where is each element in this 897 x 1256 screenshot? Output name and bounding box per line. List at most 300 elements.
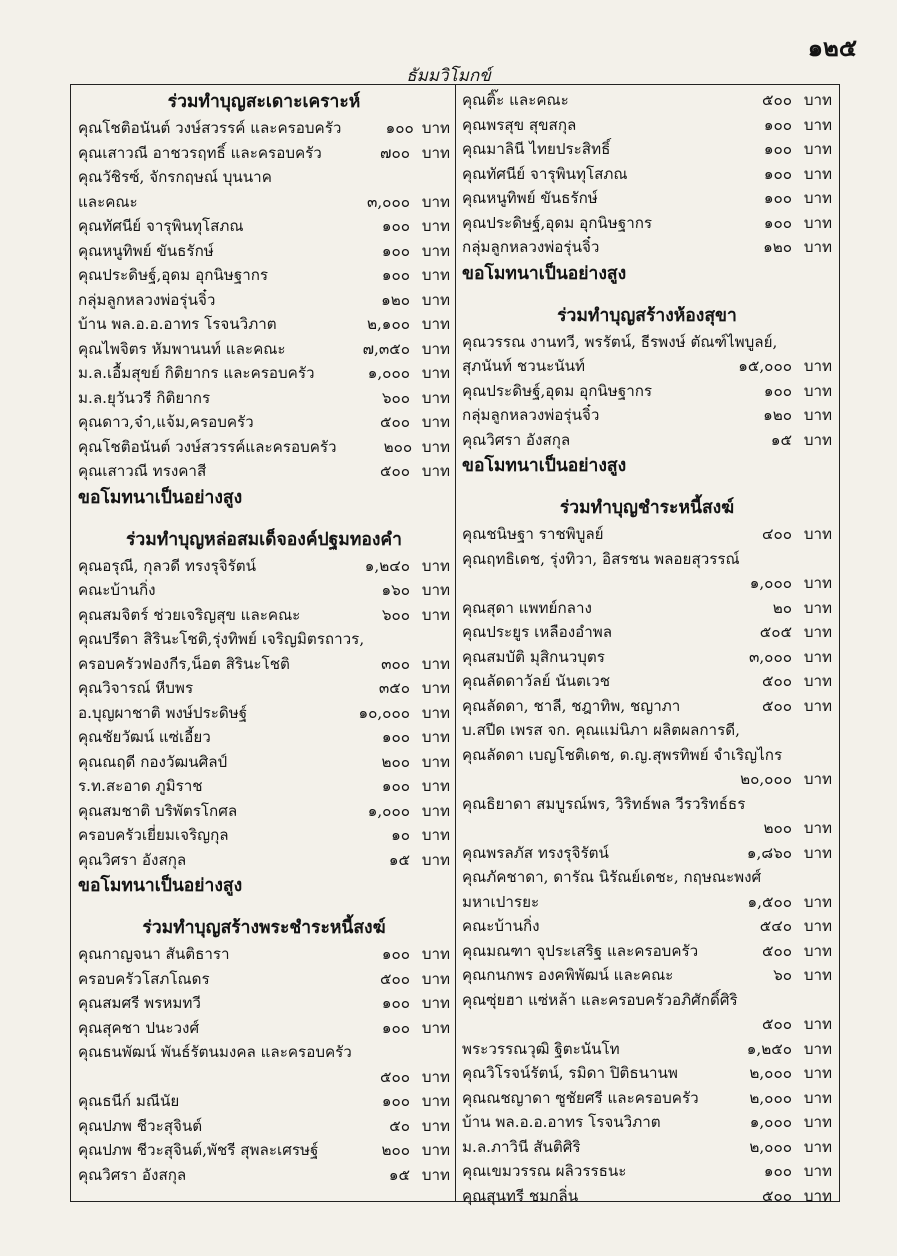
donation-entry (462, 235, 832, 260)
donor-name: คุณภัคชาดา, ดารัณ นิรัณย์เดชะ, กฤษณะพงศ์ (462, 868, 762, 886)
donor-name: คุณสมชาติ บริพัตรโกศล (78, 801, 238, 820)
donor-name: และคณะ (78, 192, 138, 211)
donor-name: คุณวิจารณ์ หีบพร (78, 679, 194, 697)
currency-unit: บาท (421, 703, 450, 722)
donation-entry (462, 767, 832, 792)
currency-unit: บาท (421, 1092, 450, 1110)
donation-amount: ๕๔๐ (759, 917, 792, 935)
donor-name: ครอบครัวโสภโณดร (78, 969, 210, 988)
donation-entry (78, 239, 450, 264)
donor-name: คุณปภพ ชีวะสุจินต์,พัชรี สุพละเศรษฐ์ (78, 1141, 319, 1159)
donation-amount: ๖๐๐ (381, 605, 410, 624)
donation-entry (462, 186, 832, 211)
donation-amount: ๒๐๐ (381, 1141, 410, 1159)
donation-entry (78, 701, 450, 726)
currency-unit: บาท (421, 556, 450, 575)
donation-amount: ๒๐,๐๐๐ (740, 770, 792, 788)
page-number: ๑๒๕ (807, 33, 857, 62)
donation-amount: ๑๐๐ (381, 777, 410, 795)
donation-entry (462, 113, 832, 138)
donation-amount: ๑,๐๐๐ (749, 574, 792, 592)
donation-entry (78, 165, 450, 190)
donation-entry (78, 116, 450, 141)
currency-unit: บาท (421, 339, 450, 358)
donor-name: คุณเสาวณี อาชวรฤทธิ์ และครอบครัว (78, 143, 322, 162)
donor-list (78, 942, 450, 1187)
currency-unit: บาท (803, 917, 832, 935)
donor-name: สุภนันท์ ชวนะนันท์ (462, 357, 586, 375)
donation-entry (78, 627, 450, 652)
currency-unit: บาท (421, 217, 450, 235)
currency-unit: บาท (803, 696, 832, 715)
currency-unit: บาท (803, 672, 832, 690)
donor-name: ม.ล.ภาวินี สันติศิริ (462, 1137, 581, 1156)
donation-amount: ๕๐๐ (379, 462, 410, 480)
donation-entry (78, 578, 450, 603)
donor-name: คุณวิศรา อังสกุล (78, 1165, 187, 1184)
donor-name: ครอบครัวเยี่ยมเจริญกุล (78, 826, 229, 844)
donation-entry (462, 645, 832, 670)
donation-entry (462, 694, 832, 719)
donor-line: คุณวรรณ งานทวี, พรรัตน์, ธีรพงษ์ ตัณฑ์ไพบูลย์, (462, 332, 778, 351)
donation-amount: ๓๕๐ (378, 679, 410, 697)
donor-name: คุณหนูทิพย์ ขันธรักษ์ (462, 189, 598, 207)
donor-name: คุณติ๊ะ และคณะ (462, 91, 569, 109)
donation-entry (78, 288, 450, 313)
donation-amount: ๔๐๐ (761, 525, 792, 543)
currency-unit: บาท (421, 315, 450, 333)
donation-entry (462, 988, 832, 1013)
donation-amount: ๕๐๐ (379, 1067, 410, 1086)
donation-entry (78, 435, 450, 460)
thanks-line: ขอโมทนาเป็นอย่างสูง (462, 456, 627, 476)
currency-unit: บาท (421, 413, 450, 431)
currency-unit: บาท (803, 238, 832, 256)
donation-amount: ๒,๑๐๐ (366, 315, 410, 333)
donation-entry (78, 1016, 450, 1041)
donation-entry (462, 379, 832, 404)
column-divider (455, 84, 456, 1202)
donation-entry (462, 890, 832, 915)
currency-unit: บาท (421, 1018, 450, 1037)
donation-entry (78, 214, 450, 239)
currency-unit: บาท (803, 525, 832, 543)
currency-unit: บาท (803, 430, 832, 449)
currency-unit: บาท (421, 1165, 450, 1184)
donation-entry (462, 939, 832, 964)
donation-entry (78, 1138, 450, 1163)
currency-unit: บาท (803, 647, 832, 666)
donor-name: กลุ่มลูกหลวงพ่อรุ่นจิ๋ว (78, 290, 216, 309)
donation-amount: ๖๐๐ (381, 388, 410, 407)
donation-entry (78, 603, 450, 628)
section-heading: ร่วมทำบุญสะเดาะเคราะห์ (167, 92, 361, 112)
currency-unit: บาท (803, 770, 832, 788)
donor-name: คุณสุนทรี ชมกลิ่น (462, 1186, 579, 1205)
donor-name: คุณลัดดา, ชาลี, ชฎาทิพ, ชญาภา (462, 696, 681, 715)
donor-name: คุณกนกพร องคพิพัฒน์ และคณะ (462, 966, 674, 984)
donor-name: คุณโชติอนันต์ วงษ์สวรรค์ และครอบครัว (78, 119, 342, 137)
donation-entry (78, 459, 450, 484)
donor-name: พระวรรณวุฒิ ฐิตะนันโท (462, 1039, 620, 1058)
donation-entry (462, 571, 832, 596)
currency-unit: บาท (421, 437, 450, 456)
donation-amount: ๒๐๐ (383, 437, 413, 456)
left-column (78, 88, 450, 1187)
donation-entry (78, 141, 450, 166)
currency-unit: บาท (803, 91, 832, 109)
donation-entry (78, 676, 450, 701)
currency-unit: บาท (421, 241, 450, 260)
currency-unit: บาท (803, 115, 832, 134)
donor-name: คุณทัศนีย์ จารุพินทุโสภณ (462, 164, 628, 183)
donation-entry (78, 312, 450, 337)
thanks-line: ขอโมทนาเป็นอย่างสูง (462, 263, 627, 284)
donor-name: อ.บุญผาชาติ พงษ์ประดิษฐ์ (78, 703, 248, 722)
donation-amount: ๑,๐๐๐ (367, 364, 410, 382)
donor-list (462, 88, 832, 260)
currency-unit: บาท (803, 623, 832, 641)
donation-entry (78, 1089, 450, 1114)
donation-entry (462, 1159, 832, 1184)
donation-entry (462, 1184, 832, 1209)
donor-name: คณะบ้านกิ่ง (78, 581, 156, 599)
donation-amount: ๑,๒๔๐ (364, 556, 410, 575)
donation-amount: ๖๐ (773, 966, 792, 984)
donation-amount: ๑,๘๖๐ (746, 843, 792, 862)
donation-entry (462, 841, 832, 866)
donor-name: คุณสุดา แพทย์กลาง (462, 598, 592, 617)
section-heading: ร่วมทำบุญสร้างพระชำระหนี้สงฆ์ (142, 918, 386, 938)
currency-unit: บาท (803, 189, 832, 207)
donor-name: คุณอรุณี, กุลวดี ทรงรุจิรัตน์ (78, 556, 257, 575)
donation-amount: ๑๐๐ (381, 1018, 410, 1037)
donation-entry (78, 1065, 450, 1090)
donation-entry (78, 799, 450, 824)
donation-amount: ๕๐๐ (761, 1015, 792, 1033)
donation-entry (462, 88, 832, 113)
currency-unit: บาท (803, 406, 832, 424)
donor-name: คุณวัชิรซ์, จักรกฤษณ์ บุนนาค (78, 168, 272, 186)
currency-unit: บาท (421, 801, 450, 820)
donor-name: คุณเสาวณี ทรงคาสี (78, 462, 207, 480)
donor-name: คณะบ้านกิ่ง (462, 917, 540, 935)
donation-amount: ๕๐ (389, 1116, 410, 1135)
currency-unit: บาท (803, 164, 832, 183)
donation-amount: ๑๐๐ (381, 266, 410, 284)
section-heading: ร่วมทำบุญหล่อสมเด็จองค์ปฐมทองคำ (126, 529, 402, 550)
donor-name: ครอบครัวฟองกีร,น็อต สิรินะโชติ (78, 654, 290, 673)
donor-name: คุณณชญาดา ซูชัยศรี และครอบครัว (462, 1088, 699, 1107)
currency-unit: บาท (803, 1088, 832, 1107)
donation-amount: ๑๐๐ (763, 164, 792, 183)
donation-entry (462, 1135, 832, 1160)
currency-unit: บาท (803, 574, 832, 592)
currency-unit: บาท (421, 728, 450, 746)
currency-unit: บาท (421, 581, 450, 599)
donation-amount: ๒,๐๐๐ (749, 1137, 792, 1156)
donation-entry (462, 620, 832, 645)
donor-name: คุณณฤดี กองวัฒนศิลป์ (78, 752, 228, 771)
donation-entry (462, 1037, 832, 1062)
donor-list (462, 354, 832, 452)
donation-amount: ๑๐๐ (763, 140, 792, 158)
donation-amount: ๑๐๐ (381, 1092, 410, 1110)
donor-name: คุณวิโรจน์รัตน์, รมิดา ปิติธนานพ (462, 1064, 678, 1082)
currency-unit: บาท (803, 843, 832, 862)
currency-unit: บาท (421, 388, 450, 407)
donor-list (78, 116, 450, 484)
currency-unit: บาท (803, 381, 832, 400)
currency-unit: บาท (421, 945, 450, 963)
donor-name: คุณธนพัฒน์ พันธ์รัตนมงคล และครอบครัว (78, 1043, 352, 1061)
donation-entry (78, 386, 450, 411)
donor-list (78, 554, 450, 873)
currency-unit: บาท (421, 654, 450, 673)
donation-entry (462, 865, 832, 890)
donation-entry (462, 1061, 832, 1086)
donation-entry (462, 403, 832, 428)
donation-amount: ๑๐๐ (381, 945, 410, 963)
donor-name: คุณสมจิตร์ ช่วยเจริญสุข และคณะ (78, 605, 301, 624)
donor-name: คุณประดิษฐ์,อุดม อุกนิษฐากร (462, 213, 653, 232)
currency-unit: บาท (421, 119, 450, 137)
currency-unit: บาท (421, 290, 450, 309)
donation-entry (462, 547, 832, 572)
donation-amount: ๑๕ (770, 430, 792, 449)
donation-entry (78, 848, 450, 873)
donation-amount: ๗๐๐ (380, 143, 410, 162)
currency-unit: บาท (421, 1116, 450, 1135)
currency-unit: บาท (421, 462, 450, 480)
donation-entry (462, 162, 832, 187)
donor-name: คุณเขมวรรณ ผลิวรรธนะ (462, 1162, 627, 1180)
donation-entry (462, 743, 832, 768)
donation-entry (462, 963, 832, 988)
donation-amount: ๑๐๐ (763, 189, 792, 207)
donor-list (462, 522, 832, 1208)
donor-name: กลุ่มลูกหลวงพ่อรุ่นจิ๋ว (462, 238, 600, 256)
donation-amount: ๑๒๐ (763, 406, 792, 424)
donor-name: ม.ล.เอื้มสุขย์ กิติยากร และครอบครัว (78, 364, 315, 382)
donation-amount: ๕๐๐ (379, 413, 410, 431)
donation-amount: ๑๐๐ (381, 217, 410, 235)
currency-unit: บาท (803, 819, 832, 837)
donor-name: คุณโชติอนันต์ วงษ์สวรรค์และครอบครัว (78, 437, 337, 456)
donor-name: คุณกาญจนา สันติธารา (78, 945, 230, 963)
donation-entry (462, 816, 832, 841)
currency-unit: บาท (803, 1015, 832, 1033)
currency-unit: บาท (421, 605, 450, 624)
donor-name: คุณประยูร เหลืองอำพล (462, 623, 613, 641)
donation-amount: ๑,๕๐๐ (747, 892, 792, 911)
donation-amount: ๑๖๐ (381, 581, 410, 599)
donation-entry (462, 596, 832, 621)
donation-amount: ๑๐๐ (381, 241, 410, 260)
currency-unit: บาท (421, 777, 450, 795)
donor-name: คุณซุ่ยฮา แซ่หล้า และครอบครัวอภิศักดิ์ศิริ (462, 990, 738, 1009)
donation-amount: ๑๕,๐๐๐ (738, 357, 792, 375)
donation-entry (78, 1163, 450, 1188)
donation-entry (78, 554, 450, 579)
donation-entry (78, 410, 450, 435)
donation-amount: ๗,๓๕๐ (362, 339, 410, 358)
donor-name: ร.ท.สะอาด ภูมิราช (78, 777, 203, 795)
donation-amount: ๒๐๐ (381, 752, 410, 771)
currency-unit: บาท (803, 140, 832, 158)
donation-entry (78, 1040, 450, 1065)
currency-unit: บาท (803, 966, 832, 984)
donation-entry (78, 725, 450, 750)
donation-amount: ๑๒๐ (763, 238, 792, 256)
donor-name: บ้าน พล.อ.อ.อาทร โรจนวิภาต (78, 315, 277, 333)
currency-unit: บาท (421, 1067, 450, 1086)
donation-entry (78, 942, 450, 967)
donation-entry (462, 522, 832, 547)
donor-name: คุณสมศรี พรหมทวี (78, 994, 201, 1012)
running-head: ธัมมวิโมกข์ (406, 66, 491, 86)
donor-name: คุณสมบัติ มุสิกนวบุตร (462, 647, 605, 666)
currency-unit: บาท (421, 364, 450, 382)
donor-name: คุณทัศนีย์ จารุพินทุโสภณ (78, 217, 244, 235)
donor-name: บ้าน พล.อ.อ.อาทร โรจนวิภาต (462, 1113, 661, 1131)
donation-entry (462, 1086, 832, 1111)
currency-unit: บาท (421, 1141, 450, 1159)
section-heading: ร่วมทำบุญสร้างห้องสุขา (557, 305, 737, 326)
currency-unit: บาท (803, 1039, 832, 1058)
donor-name: คุณชัยวัฒน์ แซ่เอี้ยว (78, 728, 211, 746)
donor-name: คุณปภพ ชีวะสุจินต์ (78, 1116, 203, 1135)
currency-unit: บาท (421, 850, 450, 869)
currency-unit: บาท (803, 598, 832, 617)
donation-entry (462, 669, 832, 694)
donation-amount: ๑๐๐ (385, 119, 414, 137)
donor-name: คุณลัดดา เบญโชติเดช, ด.ญ.สุพรทิพย์ จำเริญไกร (462, 745, 783, 764)
donation-entry (462, 792, 832, 817)
donation-amount: ๑๐๐ (763, 381, 792, 400)
donation-amount: ๑๐๐ (763, 1162, 792, 1180)
donation-entry (78, 337, 450, 362)
donor-name: คุณประดิษฐ์,อุดม อุกนิษฐากร (78, 266, 269, 284)
donation-amount: ๒,๐๐๐ (749, 1064, 792, 1082)
donation-amount: ๑๐ (391, 826, 410, 844)
donation-amount: ๕๐๐ (761, 941, 792, 960)
donor-name: คุณมณฑา จุประเสริฐ และครอบครัว (462, 941, 699, 960)
donor-name: คุณปรีดา สิรินะโชติ,รุ่งทิพย์ เจริญมิตรถาวร, (78, 630, 365, 648)
donation-entry (462, 354, 832, 379)
currency-unit: บาท (421, 969, 450, 988)
currency-unit: บาท (803, 1137, 832, 1156)
donation-entry (78, 774, 450, 799)
donation-entry (462, 914, 832, 939)
currency-unit: บาท (421, 826, 450, 844)
donation-amount: ๑๕ (388, 1165, 410, 1184)
donation-amount: ๑๐๐ (763, 213, 792, 232)
right-column (462, 88, 832, 1208)
donation-amount: ๑,๐๐๐ (749, 1113, 792, 1131)
donation-amount: ๑๕ (388, 850, 410, 869)
donation-amount: ๕๐๐ (761, 672, 792, 690)
donation-entry (78, 823, 450, 848)
donation-entry (78, 967, 450, 992)
donation-entry (462, 211, 832, 236)
donation-entry (78, 361, 450, 386)
donor-name: คุณพรสุข สุขสกุล (462, 115, 577, 134)
currency-unit: บาท (421, 994, 450, 1012)
donor-name: บ.สปีด เพรส จก. คุณแม่นิภา ผลิตผลการดี, (462, 721, 740, 739)
donation-entry (462, 718, 832, 743)
currency-unit: บาท (803, 1162, 832, 1180)
currency-unit: บาท (803, 1186, 832, 1205)
donor-name: คุณวิศรา อังสกุล (78, 850, 187, 869)
donor-name: มหาเปารยะ (462, 892, 540, 911)
donation-amount: ๑,๒๕๐ (746, 1039, 792, 1058)
donation-amount: ๓,๐๐๐ (366, 192, 410, 211)
donor-name: คุณลัดดาวัลย์ นันตเวช (462, 672, 611, 690)
donor-name: คุณชนิษฐา ราชพิบูลย์ (462, 525, 604, 543)
thanks-line: ขอโมทนาเป็นอย่างสูง (78, 487, 243, 508)
donation-amount: ๑๐๐ (381, 994, 410, 1012)
donation-amount: ๒๐๐ (763, 819, 792, 837)
currency-unit: บาท (803, 941, 832, 960)
currency-unit: บาท (421, 752, 450, 771)
donation-entry (78, 1114, 450, 1139)
donation-amount: ๑,๐๐๐ (367, 801, 410, 820)
donor-name: คุณไพจิตร หัมพานนท์ และคณะ (78, 339, 286, 358)
donor-name: คุณธิยาดา สมบูรณ์พร, วิริทธ์พล วีรวริทธ์ธร (462, 794, 746, 813)
donation-amount: ๕๐๐ (761, 1186, 792, 1205)
donation-amount: ๒,๐๐๐ (749, 1088, 792, 1107)
donor-name: คุณดาว,จ๋า,แจ้ม,ครอบครัว (78, 413, 254, 431)
donation-amount: ๕๐๐ (761, 91, 792, 109)
donation-entry (78, 190, 450, 215)
donation-entry (78, 750, 450, 775)
currency-unit: บาท (803, 892, 832, 911)
donation-amount: ๑๐,๐๐๐ (358, 703, 410, 722)
donation-entry (78, 652, 450, 677)
donation-entry (462, 1110, 832, 1135)
donation-amount: ๕๐๐ (379, 969, 410, 988)
donation-amount: ๑๐๐ (763, 115, 792, 134)
donor-name: คุณธนีก์ มณีนัย (78, 1092, 180, 1110)
donation-amount: ๑๐๐ (381, 728, 410, 746)
donation-amount: ๓๐๐ (381, 654, 410, 673)
donor-name: คุณฤทธิเดช, รุ่งทิวา, อิสรชน พลอยสุวรรณ์ (462, 549, 740, 568)
currency-unit: บาท (421, 192, 450, 211)
donation-amount: ๕๐๐ (761, 696, 792, 715)
donation-entry (78, 263, 450, 288)
donor-name: กลุ่มลูกหลวงพ่อรุ่นจิ๋ว (462, 406, 600, 424)
donor-name: คุณหนูทิพย์ ขันธรักษ์ (78, 241, 214, 260)
donation-entry (462, 428, 832, 453)
currency-unit: บาท (803, 213, 832, 232)
donor-name: คุณมาลินี ไทยประสิทธิ์ (462, 140, 611, 158)
currency-unit: บาท (803, 1113, 832, 1131)
donor-name: คุณพรลภัส ทรงรุจิรัตน์ (462, 843, 609, 862)
donation-amount: ๓,๐๐๐ (748, 647, 792, 666)
donor-name: ม.ล.ยุวันวรี กิติยากร (78, 388, 211, 407)
donation-amount: ๕๐๕ (759, 623, 792, 641)
donor-name: คุณประดิษฐ์,อุดม อุกนิษฐากร (462, 381, 653, 400)
donor-name: คุณวิศรา อังสกุล (462, 430, 571, 449)
thanks-line: ขอโมทนาเป็นอย่างสูง (78, 876, 243, 896)
donation-amount: ๒๐ (772, 598, 792, 617)
donation-entry (78, 991, 450, 1016)
section-heading: ร่วมทำบุญชำระหนี้สงฆ์ (559, 498, 735, 518)
donation-entry (462, 137, 832, 162)
currency-unit: บาท (421, 143, 450, 162)
currency-unit: บาท (421, 266, 450, 284)
